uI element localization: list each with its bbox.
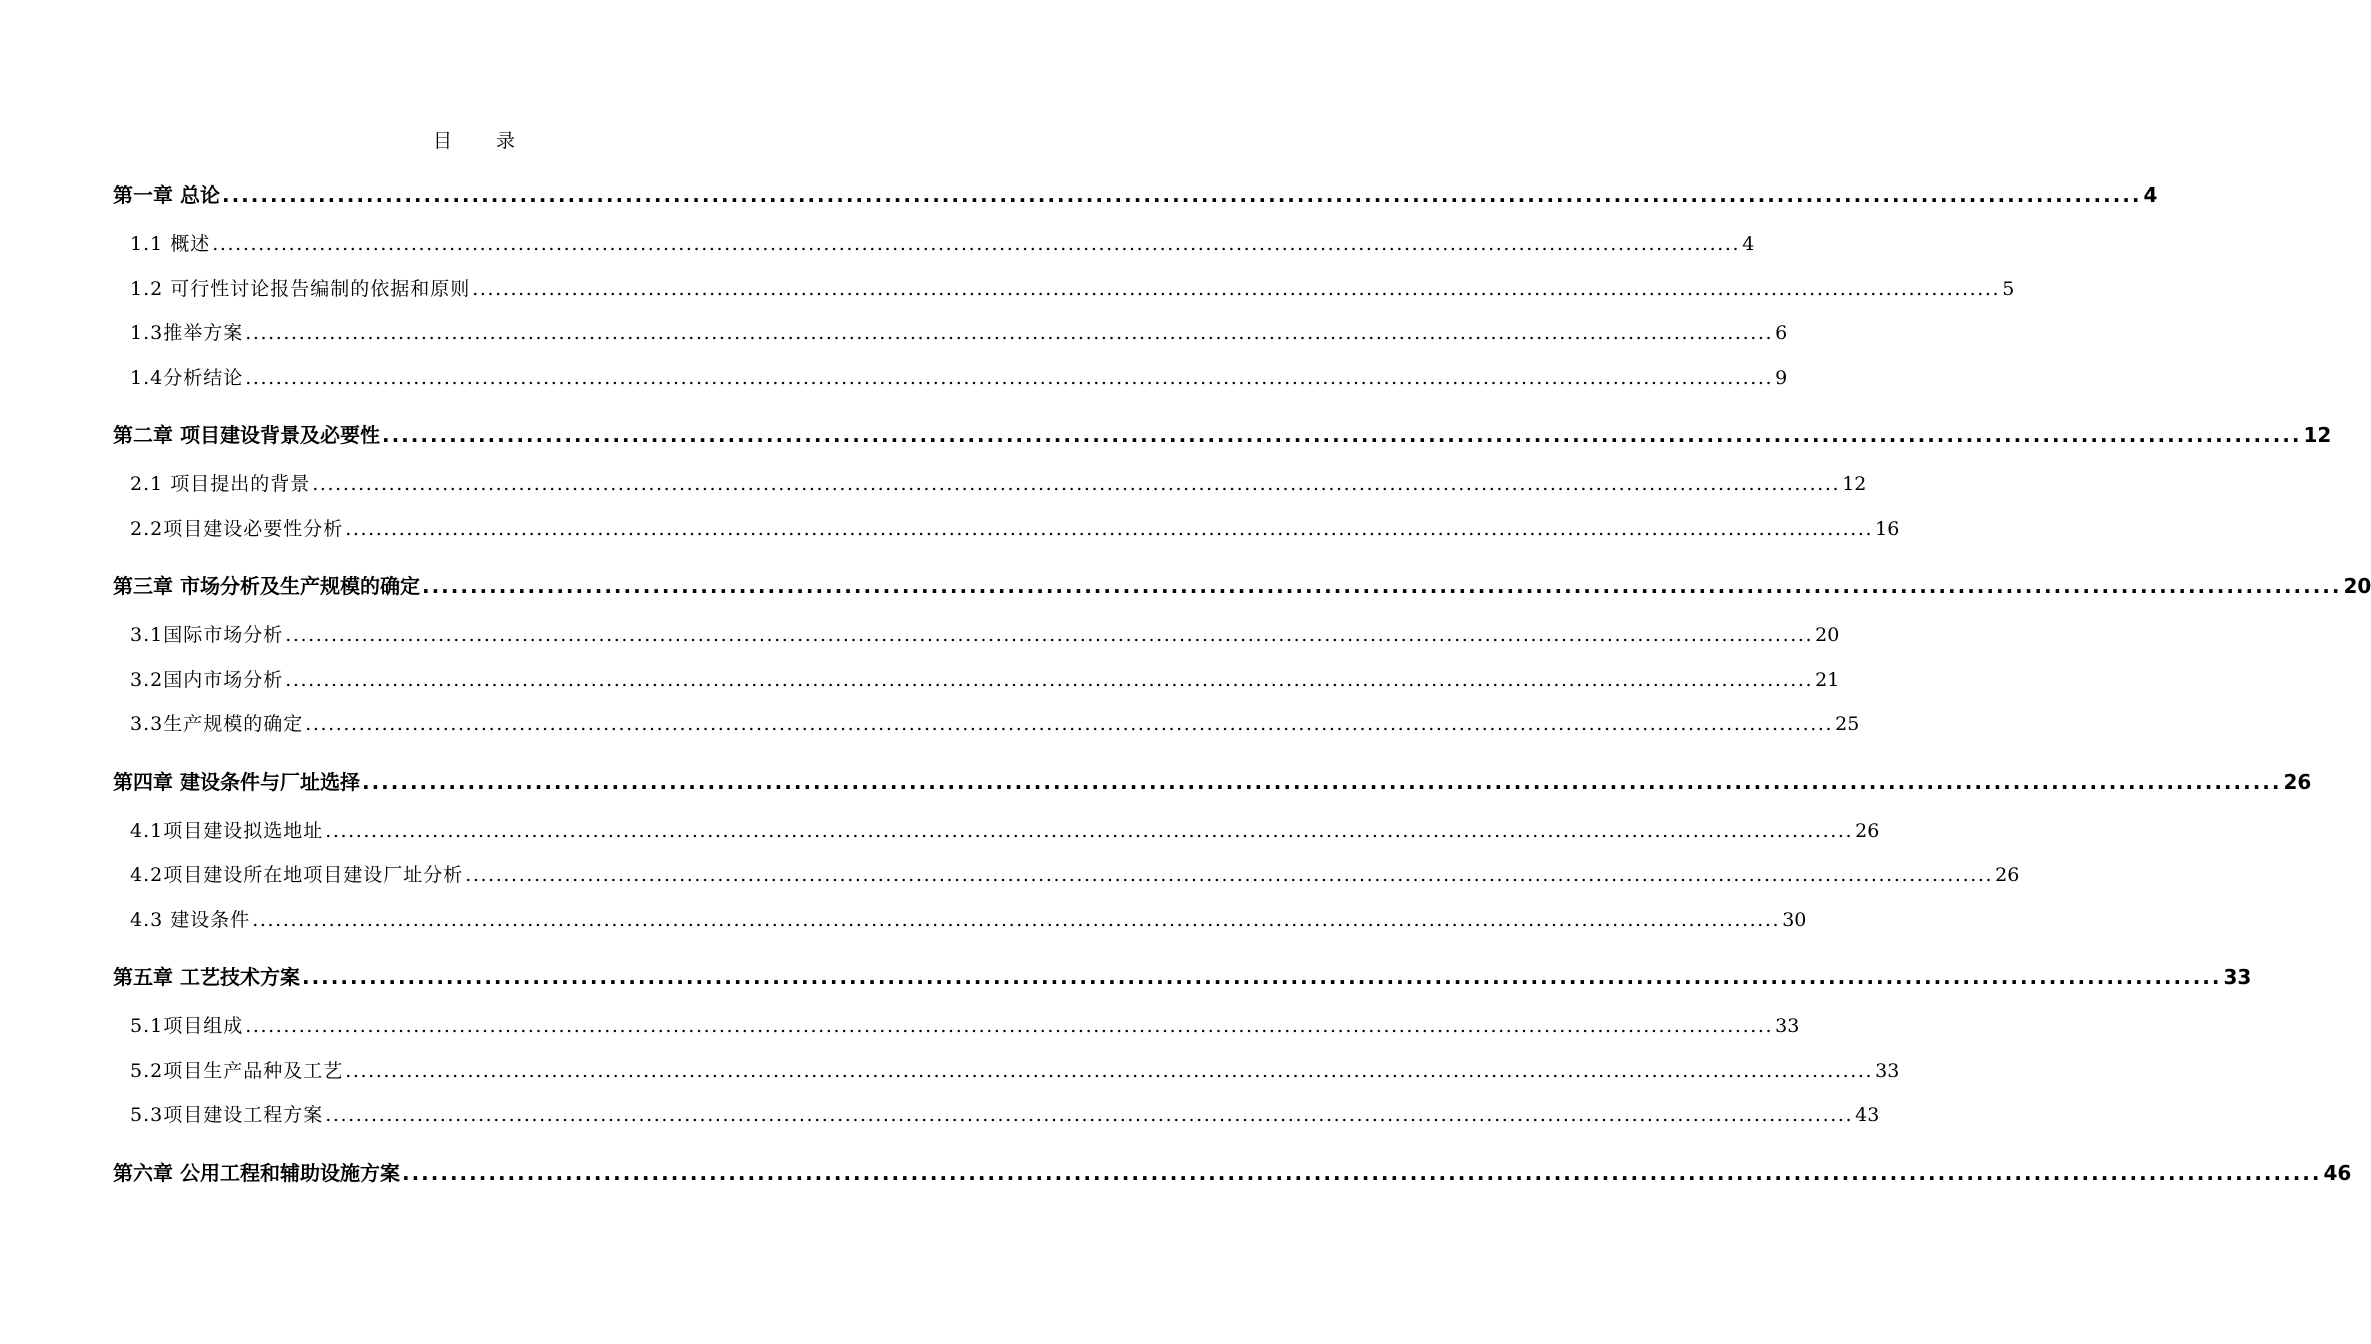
toc-dot-leader: ........................................................................................................................................................................................................ — [221, 183, 2142, 207]
toc-page-number: 16 — [1875, 517, 1900, 540]
toc-entry-title: 1.1 概述 — [130, 233, 211, 255]
toc-entry-title: 3.1国际市场分析 — [130, 624, 284, 646]
toc-entry-title: 1.3推举方案 — [130, 322, 244, 344]
toc-section-entry[interactable] — [113, 267, 2015, 312]
toc-section-entry[interactable] — [113, 898, 1807, 943]
toc-section-entry[interactable] — [113, 356, 1788, 401]
toc-dot-leader: ........................................................................................................................................................................................................ — [252, 908, 1781, 931]
toc-dot-leader: ........................................................................................................................................................................................................ — [245, 1015, 1774, 1037]
toc-page-number: 12 — [2303, 423, 2332, 447]
toc-dot-leader: ........................................................................................................................................................................................................ — [285, 624, 1814, 646]
toc-entry-title: 第一章 总论 — [113, 183, 220, 207]
toc-section-entry[interactable] — [113, 658, 1840, 703]
toc-page-number: 26 — [1855, 819, 1880, 842]
toc-page-number: 26 — [2283, 769, 2312, 794]
toc-section-entry[interactable] — [113, 311, 1788, 356]
toc-entry-title: 5.3项目建设工程方案 — [130, 1104, 324, 1126]
toc-entry-title: 第五章 工艺技术方案 — [113, 965, 300, 989]
toc-chapter-entry[interactable] — [113, 950, 2252, 1004]
toc-section-entry[interactable] — [113, 462, 1867, 507]
toc-page-number: 4 — [2143, 183, 2158, 207]
toc-entry-title: 第三章 市场分析及生产规模的确定 — [113, 574, 420, 598]
toc-entry-title: 3.3生产规模的确定 — [130, 713, 304, 735]
toc-dot-leader: ........................................................................................................................................................................................................ — [325, 819, 1854, 842]
toc-dot-leader: ........................................................................................................................................................................................................ — [212, 233, 1741, 255]
toc-dot-leader: ........................................................................................................................................................................................................ — [472, 277, 2001, 300]
toc-page-number: 33 — [2223, 965, 2252, 989]
toc-chapter-entry[interactable] — [113, 755, 2312, 809]
toc-entry-title: 5.2项目生产品种及工艺 — [130, 1059, 344, 1082]
toc-section-entry[interactable] — [113, 853, 2020, 898]
toc-entry-title: 1.4分析结论 — [130, 366, 244, 389]
toc-entry-title: 4.1项目建设拟选地址 — [130, 819, 324, 842]
toc-chapter-entry[interactable] — [113, 1146, 2352, 1200]
toc-page-number: 20 — [2343, 574, 2371, 598]
toc-page-number: 30 — [1782, 908, 1807, 931]
toc-entry-title: 2.2项目建设必要性分析 — [130, 517, 344, 540]
toc-entry-title: 4.2项目建设所在地项目建设厂址分析 — [130, 864, 464, 886]
table-of-contents — [113, 168, 2371, 1200]
toc-page-number: 9 — [1775, 366, 1788, 389]
toc-page-number: 21 — [1815, 668, 1840, 691]
toc-dot-leader: ........................................................................................................................................................................................................ — [421, 574, 2342, 598]
toc-dot-leader: ........................................................................................................................................................................................................ — [301, 965, 2222, 989]
toc-dot-leader: ........................................................................................................................................................................................................ — [345, 517, 1874, 540]
toc-dot-leader: ........................................................................................................................................................................................................ — [245, 366, 1774, 389]
toc-page-number: 6 — [1775, 322, 1788, 344]
toc-entry-title: 第四章 建设条件与厂址选择 — [113, 769, 360, 794]
toc-page-number: 12 — [1842, 473, 1867, 495]
toc-entry-title: 第二章 项目建设背景及必要性 — [113, 423, 380, 447]
toc-dot-leader: ........................................................................................................................................................................................................ — [245, 322, 1774, 344]
toc-page-number: 46 — [2323, 1160, 2352, 1185]
toc-entry-title: 1.2 可行性讨论报告编制的依据和原则 — [130, 277, 471, 300]
toc-entry-title: 3.2国内市场分析 — [130, 668, 284, 691]
toc-page-number: 33 — [1875, 1059, 1900, 1082]
page-title: 目 录 — [432, 130, 517, 152]
toc-chapter-entry[interactable] — [113, 408, 2332, 462]
toc-page-number: 43 — [1855, 1104, 1880, 1126]
toc-entry-title: 4.3 建设条件 — [130, 908, 251, 931]
toc-page-number: 25 — [1835, 713, 1860, 735]
toc-chapter-entry[interactable] — [113, 168, 2158, 222]
toc-dot-leader: ........................................................................................................................................................................................................ — [325, 1104, 1854, 1126]
toc-page-number: 5 — [2002, 277, 2015, 300]
toc-page-number: 26 — [1995, 864, 2020, 886]
toc-page-number: 33 — [1775, 1015, 1800, 1037]
toc-dot-leader: ........................................................................................................................................................................................................ — [305, 713, 1834, 735]
toc-section-entry[interactable] — [113, 702, 1860, 747]
toc-dot-leader: ........................................................................................................................................................................................................ — [381, 423, 2302, 447]
toc-entry-title: 2.1 项目提出的背景 — [130, 473, 311, 495]
toc-chapter-entry[interactable] — [113, 559, 2371, 613]
toc-section-entry[interactable] — [113, 1093, 1880, 1138]
toc-section-entry[interactable] — [113, 507, 1900, 552]
toc-dot-leader: ........................................................................................................................................................................................................ — [401, 1160, 2322, 1185]
toc-dot-leader: ........................................................................................................................................................................................................ — [312, 473, 1841, 495]
toc-section-entry[interactable] — [113, 1049, 1900, 1094]
toc-entry-title: 5.1项目组成 — [130, 1015, 244, 1037]
toc-dot-leader: ........................................................................................................................................................................................................ — [465, 864, 1994, 886]
toc-dot-leader: ........................................................................................................................................................................................................ — [285, 668, 1814, 691]
toc-section-entry[interactable] — [113, 222, 1755, 267]
toc-dot-leader: ........................................................................................................................................................................................................ — [345, 1059, 1874, 1082]
toc-dot-leader: ........................................................................................................................................................................................................ — [361, 769, 2282, 794]
toc-page-number: 4 — [1742, 233, 1755, 255]
toc-section-entry[interactable] — [113, 809, 1880, 854]
toc-section-entry[interactable] — [113, 1004, 1800, 1049]
toc-page-number: 20 — [1815, 624, 1840, 646]
toc-section-entry[interactable] — [113, 613, 1840, 658]
toc-entry-title: 第六章 公用工程和辅助设施方案 — [113, 1160, 400, 1185]
